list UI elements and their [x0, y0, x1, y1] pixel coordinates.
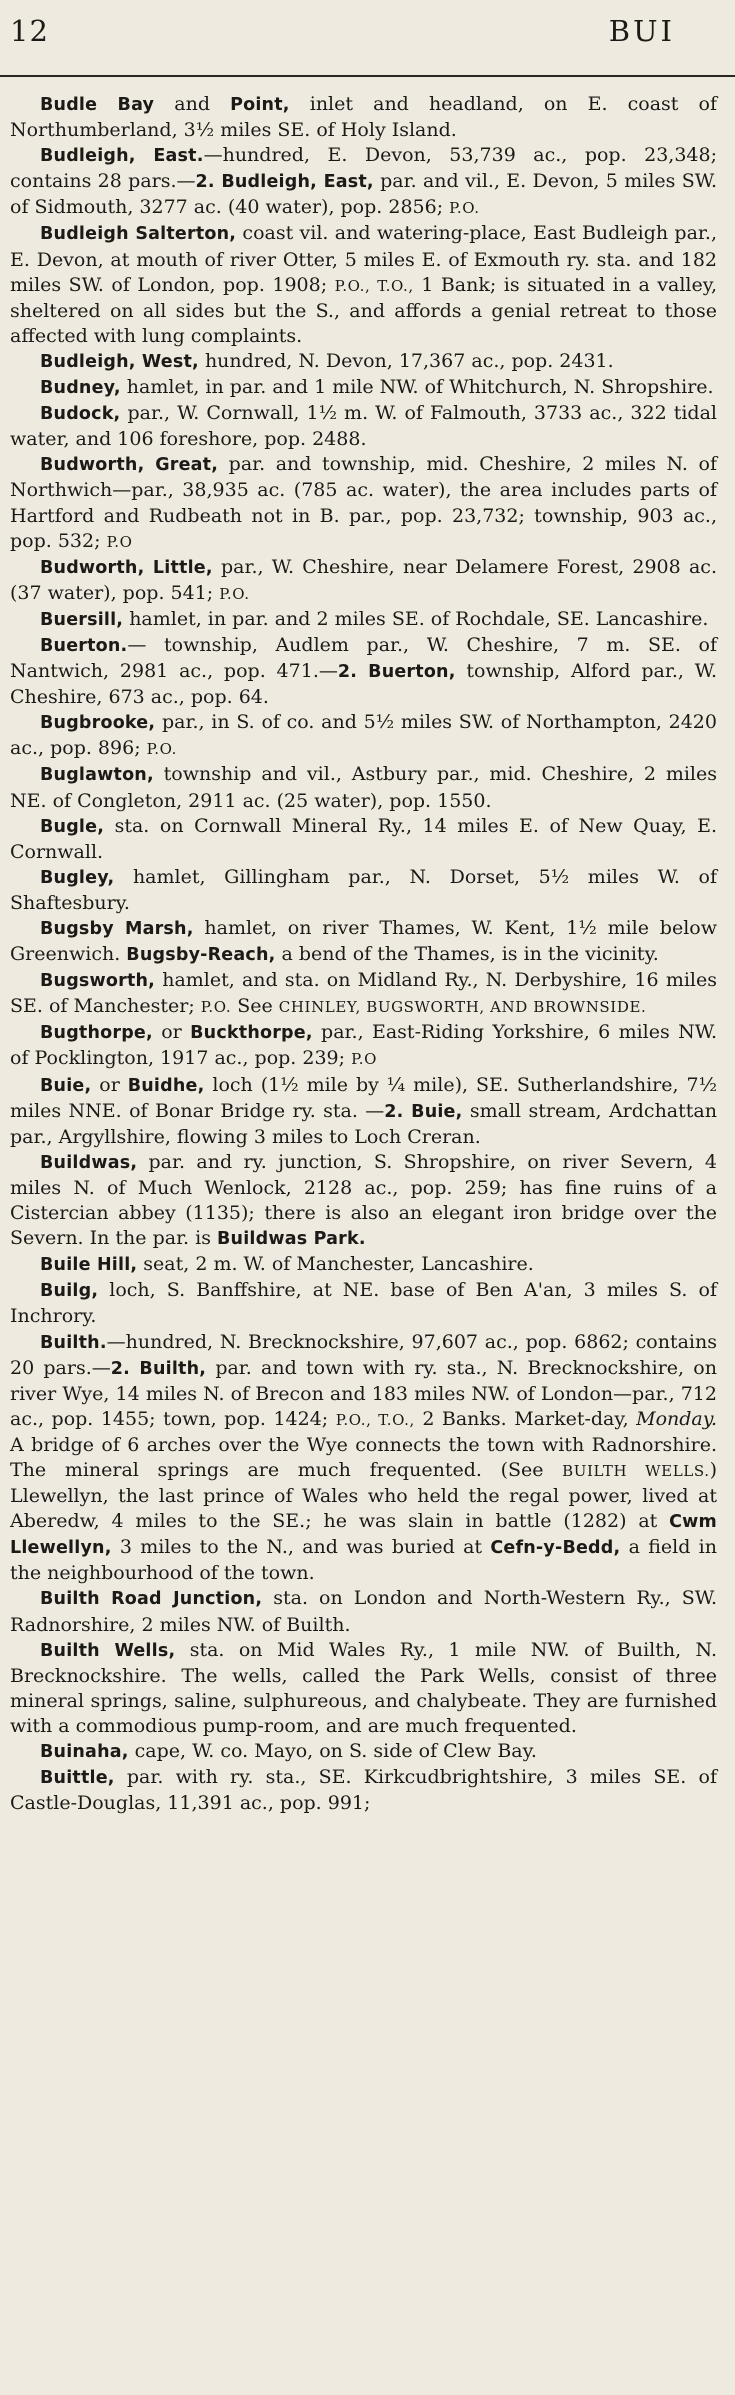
entry-text: and — [154, 93, 231, 115]
entry-headword: Buildwas, — [40, 1152, 138, 1173]
gazetteer-entry — [10, 1765, 717, 1816]
header-rule — [0, 75, 735, 77]
entry-text: par., in S. of co. and 5½ miles SW. of Northampton, 2420 ac., pop. 896; — [10, 711, 717, 760]
entry-abbrev: P.O — [351, 1050, 378, 1069]
entry-headword: Buie, — [40, 1075, 92, 1096]
entry-headword: Bugsby-Reach, — [126, 945, 276, 966]
entry-text: township and vil., Astbury par., mid. Cheshire, 2 miles NE. of Congleton, 2911 ac. (25 water), pop. 1550. — [10, 763, 717, 812]
entry-text: 2 Banks. Market-day, — [414, 1407, 637, 1430]
entry-text: —hundred, N. Brecknockshire, 97,607 ac., pop. 6862; contains 20 pars.— — [10, 1330, 717, 1379]
entry-text: par., W. Cornwall, 1½ m. W. of Falmouth, 3733 ac., 322 tidal water, and 106 foreshore, pop. 2488. — [10, 402, 717, 451]
entry-text: 3 miles to the N., and was buried at — [111, 1536, 491, 1559]
entries-column — [10, 92, 717, 1816]
gazetteer-entry — [10, 1586, 717, 1637]
entry-headword: Buile Hill, — [40, 1255, 138, 1276]
gazetteer-entry — [10, 762, 717, 813]
entry-text: hamlet, in par. and 1 mile NW. of Whitchurch, N. Shropshire. — [120, 376, 714, 399]
entry-abbrev: P.O. — [219, 584, 250, 603]
entry-text: — township, Audlem par., W. Cheshire, 7 m. SE. of Nantwich, 2981 ac., pop. 471.— — [10, 633, 717, 683]
entry-text: par. and town with ry. sta., N. Brecknockshire, on river Wye, 14 miles N. of Brecon and 183 miles NW. of London—par., 712 ac., pop. 1455; town, pop. 1424; — [10, 1356, 717, 1430]
entry-headword: Buersill, — [40, 609, 124, 630]
entry-headword: Budleigh Salterton, — [40, 224, 237, 245]
gazetteer-entry — [10, 968, 717, 1020]
running-head: BUI — [608, 14, 675, 48]
page-number: 12 — [10, 14, 49, 48]
entry-text: hamlet, and sta. on Midland Ry., N. Derbyshire, 16 miles SE. of Manchester; — [10, 969, 717, 1018]
entry-text: inlet and headland, on E. coast of Northumberland, 3½ miles SE. of Holy Island. — [10, 93, 718, 142]
entry-headword: 2. Budleigh, East, — [195, 172, 374, 193]
gazetteer-entry — [10, 1638, 717, 1739]
entry-text: 1 Bank; is situated in a valley, sheltered on all sides but the S., and affords a genial retreat to those affected with lung complaints. — [10, 273, 717, 347]
entry-text: coast vil. and watering-place, East Budleigh par., E. Devon, at mouth of river Otter, 5 miles E. of Exmouth ry. sta. and 182 miles SW. of London, pop. 1908; — [10, 222, 717, 296]
entry-headword: Budworth, Great, — [40, 455, 219, 476]
gazetteer-entry — [10, 814, 717, 865]
gazetteer-entry — [10, 916, 717, 968]
entry-abbrev: CHINLEY, BUGSWORTH, AND BROWNSIDE. — [278, 998, 647, 1017]
entry-headword: Buglawton, — [40, 765, 154, 786]
entry-headword: Cefn-y-Bedd, — [490, 1538, 621, 1559]
gazetteer-entry — [10, 1073, 717, 1150]
entry-text: par., East-Riding Yorkshire, 6 miles NW. of Pocklington, 1917 ac., pop. 239; — [10, 1021, 717, 1070]
gazetteer-entry — [10, 555, 717, 607]
entry-text: hundred, N. Devon, 17,367 ac., pop. 2431. — [198, 349, 614, 372]
entry-headword: Bugley, — [40, 867, 115, 888]
gazetteer-entry — [10, 1278, 717, 1329]
entry-abbrev: P.O. — [146, 740, 178, 759]
entry-text: or — [152, 1021, 191, 1044]
entry-headword: Builth. — [40, 1332, 107, 1353]
entry-headword: Buildwas Park. — [217, 1229, 366, 1250]
entry-abbrev: BUILTH WELLS. — [562, 1461, 710, 1480]
entry-text: loch (1½ mile by ¼ mile), SE. Sutherlandshire, 7½ miles NNE. of Bonar Bridge ry. sta. — — [10, 1073, 717, 1122]
entry-text: small stream, Ardchattan par., Argyllshire, flowing 3 miles to Loch Creran. — [10, 1099, 717, 1148]
entry-text: A bridge of 6 arches over the Wye connects the town with Radnorshire. The mineral springs are much frequented. (See — [10, 1433, 717, 1481]
gazetteer-entry — [10, 865, 717, 916]
gazetteer-entry — [10, 92, 717, 143]
entry-headword: Bugbrooke, — [40, 713, 156, 734]
entry-text: or — [91, 1073, 128, 1096]
gazetteer-entry — [10, 375, 717, 401]
entry-headword: 2. Builth, — [110, 1358, 207, 1379]
entry-text: sta. on Cornwall Mineral Ry., 14 miles E. of New Quay, E. Cornwall. — [10, 814, 717, 863]
entry-text: par., W. Cheshire, near Delamere Forest, 2908 ac. (37 water), pop. 541; — [10, 555, 717, 604]
entry-headword: Buittle, — [40, 1768, 115, 1789]
entry-headword: Builth Road Junction, — [40, 1589, 263, 1610]
entry-text: hamlet, in par. and 2 miles SE. of Rochdale, SE. Lancashire. — [123, 607, 709, 630]
entry-text: a field in the neighbourhood of the town. — [10, 1536, 718, 1585]
gazetteer-entry — [10, 1330, 717, 1587]
entry-headword: Budleigh, West, — [40, 351, 199, 372]
gazetteer-entry — [10, 607, 717, 633]
entry-text: sta. on London and North-Western Ry., SW. Radnorshire, 2 miles NW. of Builth. — [10, 1587, 717, 1636]
entry-text: loch, S. Banffshire, at NE. base of Ben A'an, 3 miles S. of Inchrory. — [10, 1279, 717, 1328]
entry-headword: Bugthorpe, — [40, 1023, 153, 1044]
gazetteer-entry — [10, 221, 717, 348]
entry-abbrev: P.O., T.O., — [335, 1410, 415, 1429]
entry-text: par. and township, mid. Cheshire, 2 miles N. of Northwich—par., 38,935 ac. (785 ac. water), the area includes parts of Hartford and Rudbeath not in B. par., pop. 23,732; township, 903 ac., pop. 532; — [10, 453, 717, 552]
gazetteer-entry — [10, 1739, 717, 1765]
entry-abbrev: P.O — [106, 532, 133, 551]
entry-headword: Builg, — [40, 1281, 99, 1302]
entry-text: cape, W. co. Mayo, on S. side of Clew Bay. — [128, 1740, 537, 1762]
entry-text: See — [231, 995, 279, 1018]
entry-text: hamlet, on river Thames, W. Kent, 1½ mile below Greenwich. — [10, 917, 717, 966]
gazetteer-entry — [10, 1150, 717, 1252]
entry-headword: Cwm Llewellyn, — [10, 1512, 717, 1559]
gazetteer-entry — [10, 710, 717, 762]
entry-headword: Bugsworth, — [40, 971, 156, 992]
entry-headword: Budney, — [40, 378, 121, 399]
gazetteer-entry — [10, 633, 717, 710]
entry-text: township, Alford par., W. Cheshire, 673 ac., pop. 64. — [10, 660, 717, 709]
entry-text: sta. on Mid Wales Ry., 1 mile NW. of Builth, N. Brecknockshire. The wells, called the Park Wells, consist of three mineral springs, saline, sulphureous, and chalybeate. They are furnished with a commodious pump-room, and are much frequented. — [10, 1638, 718, 1737]
entry-headword: Budworth, Little, — [40, 557, 213, 578]
page-header — [10, 0, 717, 58]
entry-headword: 2. Buerton, — [337, 662, 456, 683]
entry-text: hamlet, Gillingham par., N. Dorset, 5½ miles W. of Shaftesbury. — [10, 865, 717, 914]
entry-text: seat, 2 m. W. of Manchester, Lancashire. — [137, 1253, 534, 1276]
gazetteer-entry — [10, 452, 717, 554]
entry-abbrev: P.O. — [449, 199, 480, 218]
entry-headword: Buinaha, — [40, 1742, 129, 1762]
entry-italic: Monday. — [636, 1407, 717, 1430]
entry-headword: 2. Buie, — [384, 1101, 463, 1122]
gazetteer-entry — [10, 143, 717, 221]
entry-text: a bend of the Thames, is in the vicinity. — [275, 943, 659, 966]
entry-headword: Buckthorpe, — [190, 1023, 313, 1044]
entry-headword: Buerton. — [40, 635, 128, 656]
entry-abbrev: P.O. — [200, 998, 232, 1017]
gazetteer-entry — [10, 349, 717, 375]
entry-text: par. with ry. sta., SE. Kirkcudbrightshire, 3 miles SE. of Castle-Douglas, 11,391 ac., pop. 991; — [10, 1766, 717, 1815]
entry-abbrev: P.O., T.O., — [334, 276, 414, 295]
entry-headword: Budle Bay — [40, 95, 155, 115]
entry-text: ) Llewellyn, the last prince of Wales who held the regal power, lived at Aberedw, 4 miles to the SE.; he was slain in battle (1282) at — [10, 1458, 717, 1533]
gazetteer-entry — [10, 1252, 717, 1278]
entry-text: par. and ry. junction, S. Shropshire, on river Severn, 4 miles N. of Much Wenlock, 2128 ac., pop. 259; has fine ruins of a Cistercian abbey (1135); there is also an elegant iron bridge over the Severn. In the par. is — [10, 1150, 717, 1250]
entry-text: —hundred, E. Devon, 53,739 ac., pop. 23,348; contains 28 pars.— — [10, 144, 718, 193]
entry-headword: Buidhe, — [127, 1075, 205, 1096]
entry-headword: Budleigh, East. — [40, 146, 204, 167]
entry-headword: Bugsby Marsh, — [40, 919, 194, 939]
entry-headword: Bugle, — [40, 816, 105, 837]
gazetteer-entry — [10, 401, 717, 452]
entry-headword: Builth Wells, — [40, 1640, 176, 1661]
entry-headword: Budock, — [40, 404, 121, 425]
gazetteer-entry — [10, 1020, 717, 1072]
entry-headword: Point, — [230, 95, 290, 115]
entry-text: par. and vil., E. Devon, 5 miles SW. of Sidmouth, 3277 ac. (40 water), pop. 2856; — [10, 170, 717, 219]
